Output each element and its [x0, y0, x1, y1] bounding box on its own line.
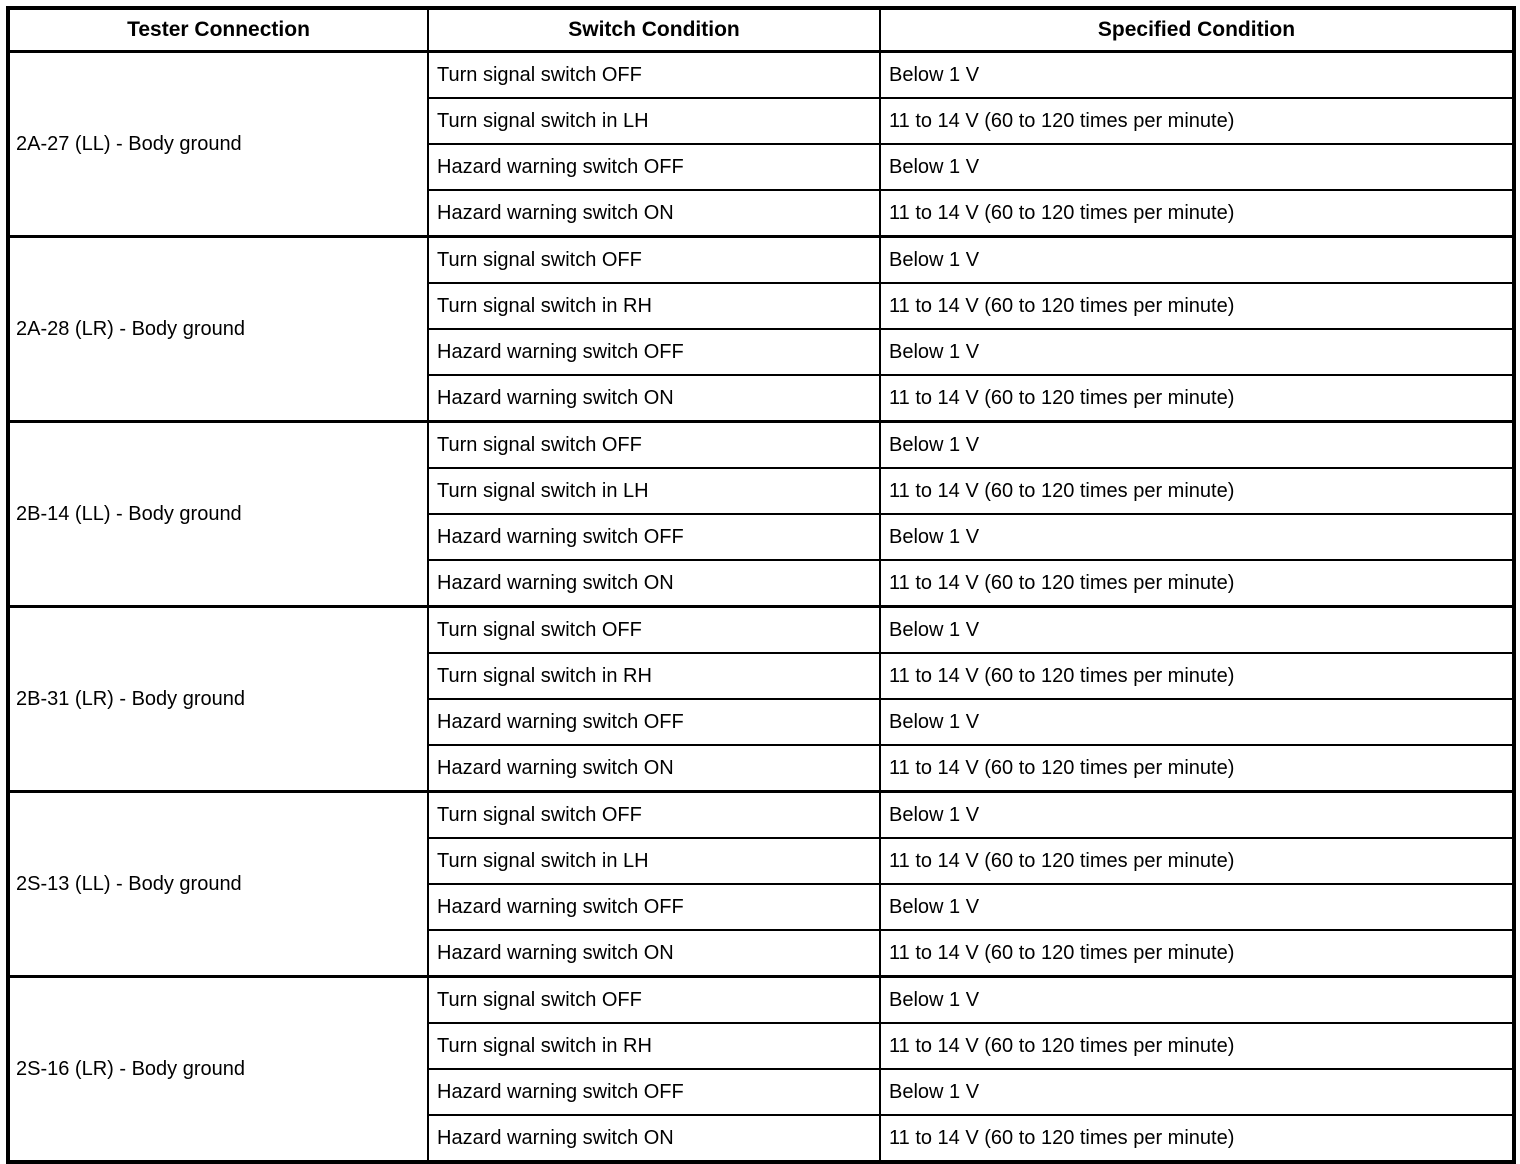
specified-condition-cell: Below 1 V	[880, 144, 1514, 190]
specified-condition-cell: Below 1 V	[880, 699, 1514, 745]
specified-condition-cell: Below 1 V	[880, 237, 1514, 284]
switch-condition-cell: Turn signal switch in RH	[428, 1023, 880, 1069]
specified-condition-cell: Below 1 V	[880, 792, 1514, 839]
switch-condition-cell: Hazard warning switch ON	[428, 560, 880, 607]
tester-connection-cell: 2S-13 (LL) - Body ground	[8, 792, 428, 977]
tester-connection-cell: 2S-16 (LR) - Body ground	[8, 977, 428, 1163]
specified-condition-cell: 11 to 14 V (60 to 120 times per minute)	[880, 838, 1514, 884]
switch-condition-cell: Hazard warning switch OFF	[428, 1069, 880, 1115]
specified-condition-cell: Below 1 V	[880, 884, 1514, 930]
table-row	[8, 422, 1514, 469]
switch-condition-cell: Hazard warning switch OFF	[428, 514, 880, 560]
table-row	[8, 792, 1514, 839]
specified-condition-cell: 11 to 14 V (60 to 120 times per minute)	[880, 190, 1514, 237]
switch-condition-cell: Turn signal switch in LH	[428, 468, 880, 514]
specified-condition-cell: 11 to 14 V (60 to 120 times per minute)	[880, 468, 1514, 514]
switch-condition-cell: Turn signal switch OFF	[428, 792, 880, 839]
specified-condition-cell: Below 1 V	[880, 514, 1514, 560]
specified-condition-cell: Below 1 V	[880, 607, 1514, 654]
switch-condition-cell: Turn signal switch OFF	[428, 607, 880, 654]
specified-condition-cell: 11 to 14 V (60 to 120 times per minute)	[880, 560, 1514, 607]
specified-condition-cell: Below 1 V	[880, 329, 1514, 375]
tester-connection-cell: 2A-28 (LR) - Body ground	[8, 237, 428, 422]
tester-connection-cell: 2B-14 (LL) - Body ground	[8, 422, 428, 607]
switch-condition-cell: Turn signal switch in LH	[428, 98, 880, 144]
table-row	[8, 52, 1514, 99]
specified-condition-cell: 11 to 14 V (60 to 120 times per minute)	[880, 653, 1514, 699]
switch-condition-cell: Hazard warning switch ON	[428, 745, 880, 792]
table-row	[8, 977, 1514, 1024]
switch-condition-cell: Hazard warning switch OFF	[428, 144, 880, 190]
switch-condition-cell: Hazard warning switch OFF	[428, 884, 880, 930]
tester-connection-cell: 2B-31 (LR) - Body ground	[8, 607, 428, 792]
specified-condition-cell: 11 to 14 V (60 to 120 times per minute)	[880, 930, 1514, 977]
specified-condition-cell: 11 to 14 V (60 to 120 times per minute)	[880, 283, 1514, 329]
header-switch-condition: Switch Condition	[428, 8, 880, 52]
switch-condition-cell: Turn signal switch in RH	[428, 653, 880, 699]
header-specified-condition: Specified Condition	[880, 8, 1514, 52]
switch-condition-cell: Hazard warning switch OFF	[428, 699, 880, 745]
switch-condition-cell: Turn signal switch OFF	[428, 422, 880, 469]
switch-condition-cell: Hazard warning switch ON	[428, 375, 880, 422]
table-header-row	[8, 8, 1514, 52]
switch-condition-cell: Hazard warning switch ON	[428, 930, 880, 977]
switch-condition-cell: Hazard warning switch ON	[428, 1115, 880, 1162]
switch-condition-cell: Turn signal switch in LH	[428, 838, 880, 884]
table-row	[8, 607, 1514, 654]
specified-condition-cell: Below 1 V	[880, 977, 1514, 1024]
switch-condition-cell: Turn signal switch OFF	[428, 237, 880, 284]
switch-condition-cell: Turn signal switch in RH	[428, 283, 880, 329]
specified-condition-cell: 11 to 14 V (60 to 120 times per minute)	[880, 745, 1514, 792]
table-body	[8, 52, 1514, 1163]
tester-specification-table	[6, 6, 1516, 1164]
specified-condition-cell: 11 to 14 V (60 to 120 times per minute)	[880, 1115, 1514, 1162]
specified-condition-cell: 11 to 14 V (60 to 120 times per minute)	[880, 375, 1514, 422]
specified-condition-cell: 11 to 14 V (60 to 120 times per minute)	[880, 98, 1514, 144]
switch-condition-cell: Turn signal switch OFF	[428, 52, 880, 99]
specified-condition-cell: Below 1 V	[880, 52, 1514, 99]
tester-connection-cell: 2A-27 (LL) - Body ground	[8, 52, 428, 237]
switch-condition-cell: Hazard warning switch ON	[428, 190, 880, 237]
table-row	[8, 237, 1514, 284]
specified-condition-cell: Below 1 V	[880, 422, 1514, 469]
header-tester-connection: Tester Connection	[8, 8, 428, 52]
specified-condition-cell: Below 1 V	[880, 1069, 1514, 1115]
switch-condition-cell: Hazard warning switch OFF	[428, 329, 880, 375]
switch-condition-cell: Turn signal switch OFF	[428, 977, 880, 1024]
specified-condition-cell: 11 to 14 V (60 to 120 times per minute)	[880, 1023, 1514, 1069]
